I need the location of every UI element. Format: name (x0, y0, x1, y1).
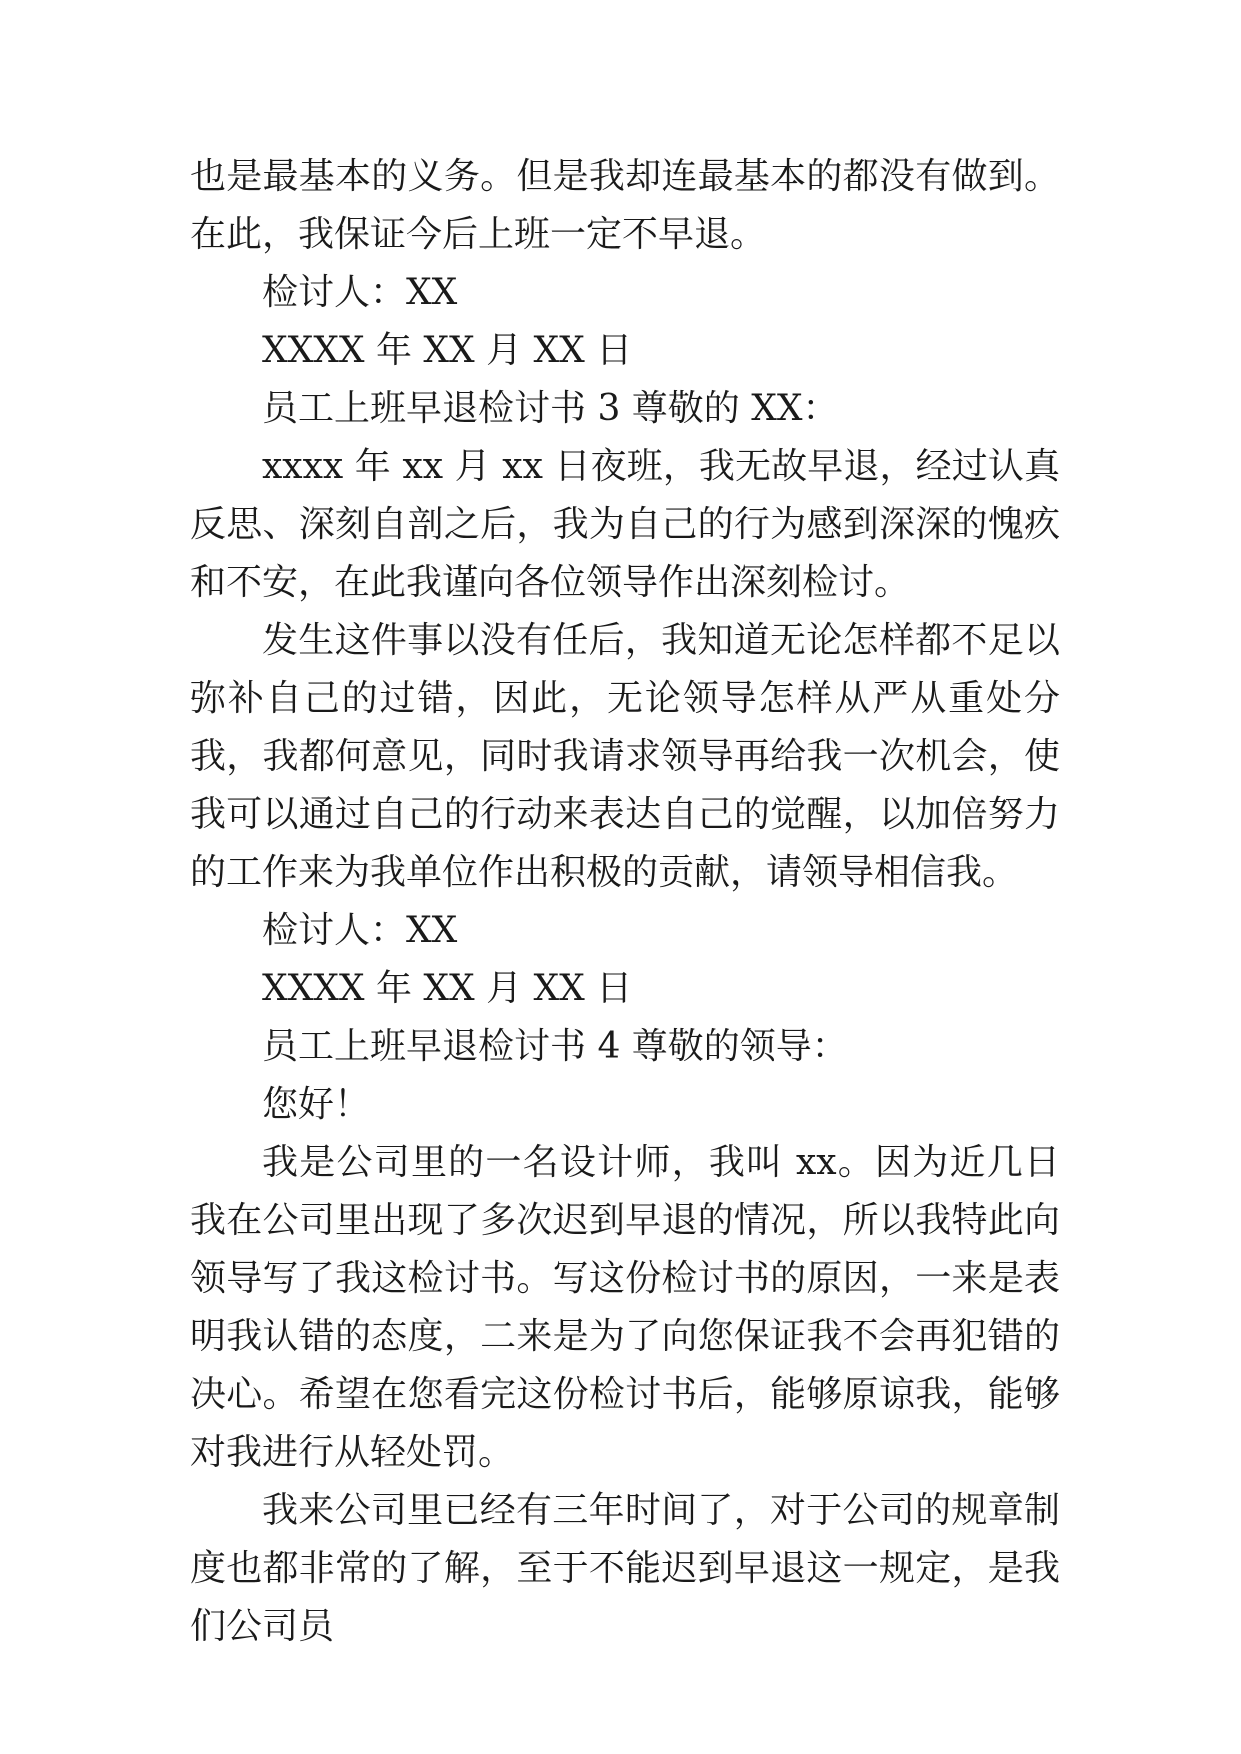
section-heading: 员工上班早退检讨书 3 尊敬的 XX： (262, 388, 839, 429)
signature-line: 检讨人：XX (262, 910, 458, 951)
date-line: XXXX 年 XX 月 XX 日 (262, 968, 633, 1009)
greeting: 您好！ (262, 1084, 371, 1125)
paragraph: 我是公司里的一名设计师，我叫 xx。因为近几日我在公司里出现了多次迟到早退的情况，所以我特此向领导写了我这检讨书。写这份检讨书的原因，一来是表明我认错的态度，二来是为了向您保证我不会再犯错的决心。希望在您看完这份检讨书后，能够原谅我，能够对我进行从轻处罚。 (190, 1142, 1060, 1473)
section-heading: 员工上班早退检讨书 4 尊敬的领导： (262, 1026, 848, 1067)
paragraph: 我来公司里已经有三年时间了，对于公司的规章制度也都非常的了解，至于不能迟到早退这一规定，是我们公司员 (190, 1490, 1060, 1647)
date-line: XXXX 年 XX 月 XX 日 (262, 330, 633, 371)
paragraph: 也是最基本的义务。但是我却连最基本的都没有做到。在此，我保证今后上班一定不早退。 (190, 156, 1060, 255)
paragraph: xxxx 年 xx 月 xx 日夜班，我无故早退，经过认真反思、深刻自剖之后，我为自己的行为感到深深的愧疚和不安，在此我谨向各位领导作出深刻检讨。 (190, 446, 1060, 603)
signature-line: 检讨人：XX (262, 272, 458, 313)
paragraph: 发生这件事以没有任后，我知道无论怎样都不足以弥补自己的过错，因此，无论领导怎样从严从重处分我，我都何意见，同时我请求领导再给我一次机会，使我可以通过自己的行动来表达自己的觉醒，以加倍努力的工作来为我单位作出积极的贡献，请领导相信我。 (190, 620, 1060, 893)
document-body (190, 148, 1060, 1656)
